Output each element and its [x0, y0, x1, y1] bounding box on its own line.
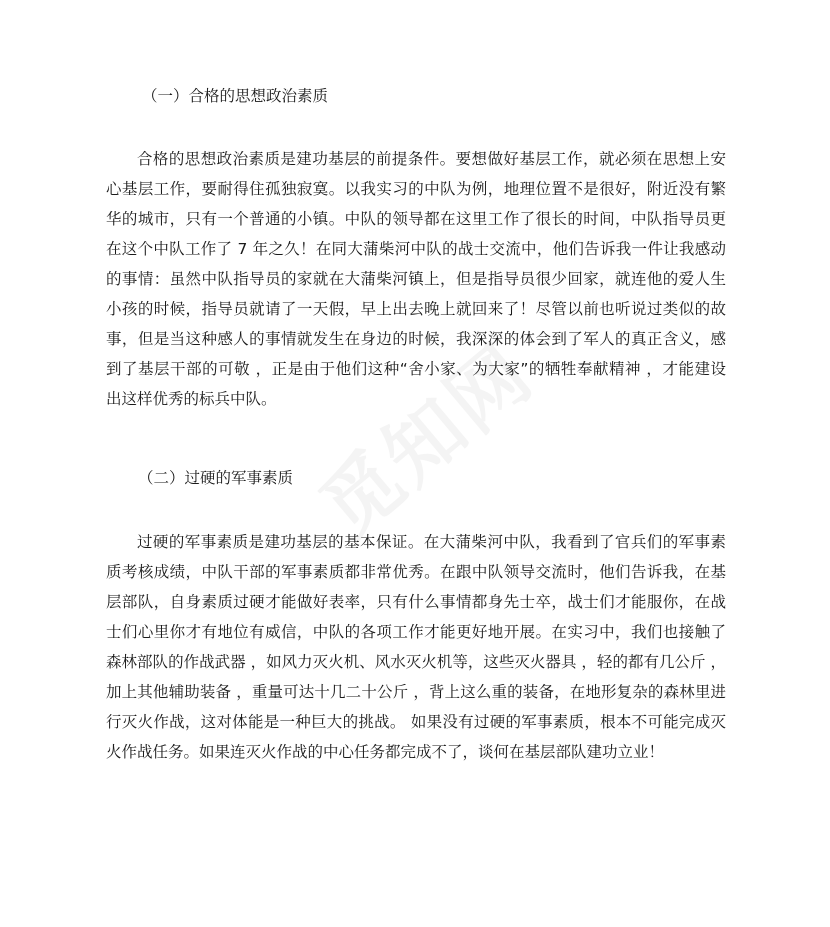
paragraph-line: 行灭火作战，这对体能是一种巨大的挑战。 如果没有过硬的军事素质，根本不可能完成灭 [106, 713, 726, 731]
section-heading-1: （一）合格的思想政治素质 [142, 87, 329, 105]
paragraph-line: 在这个中队工作了 7 年之久！在同大蒲柴河中队的战士交流中，他们告诉我一件让我感动 [106, 240, 726, 258]
paragraph-line: 层部队，自身素质过硬才能做好表率，只有什么事情都身先士卒，战士们才能服你，在战 [106, 593, 726, 611]
section-heading-2: （二）过硬的军事素质 [138, 469, 294, 487]
paragraph-line: 士们心里你才有地位有威信，中队的各项工作才能更好地开展。在实习中，我们也接触了 [106, 623, 726, 641]
paragraph-line: 过硬的军事素质是建功基层的基本保证。在大蒲柴河中队，我看到了官兵们的军事素 [137, 533, 726, 551]
paragraph-line: 质考核成绩，中队干部的军事素质都非常优秀。在跟中队领导交流时，他们告诉我，在基 [106, 563, 726, 581]
paragraph-military-quality [106, 527, 726, 767]
paragraph-line: 森林部队的作战武器 ，如风力灭火机、风水灭火机等，这些灭火器具 ，轻的都有几公斤 ， [106, 653, 726, 671]
paragraph-line: 的事情：虽然中队指导员的家就在大蒲柴河镇上，但是指导员很少回家，就连他的爱人生 [106, 270, 726, 288]
paragraph-political-quality [106, 144, 726, 414]
paragraph-line: 加上其他辅助装备 ，重量可达十几二十公斤 ，背上这么重的装备，在地形复杂的森林里进 [106, 683, 726, 701]
paragraph-line: 华的城市，只有一个普通的小镇。中队的领导都在这里工作了很长的时间，中队指导员更 [106, 210, 726, 228]
paragraph-line: 到了基层干部的可敬 ，正是由于他们这种“舍小家、为大家”的牺牲奉献精神 ，才能建设 [106, 360, 726, 378]
paragraph-line: 心基层工作，要耐得住孤独寂寞。以我实习的中队为例，地理位置不是很好，附近没有繁 [106, 180, 726, 198]
paragraph-line: 小孩的时候，指导员就请了一天假，早上出去晚上就回来了！尽管以前也听说过类似的故 [106, 300, 726, 318]
paragraph-line: 出这样优秀的标兵中队。 [106, 390, 277, 408]
paragraph-line: 事，但是当这种感人的事情就发生在身边的时候，我深深的体会到了军人的真正含义，感 [106, 330, 726, 348]
paragraph-line: 合格的思想政治素质是建功基层的前提条件。要想做好基层工作，就必须在思想上安 [137, 150, 726, 168]
paragraph-line: 火作战任务。如果连灭火作战的中心任务都完成不了，谈何在基层部队建功立业！ [106, 743, 665, 761]
